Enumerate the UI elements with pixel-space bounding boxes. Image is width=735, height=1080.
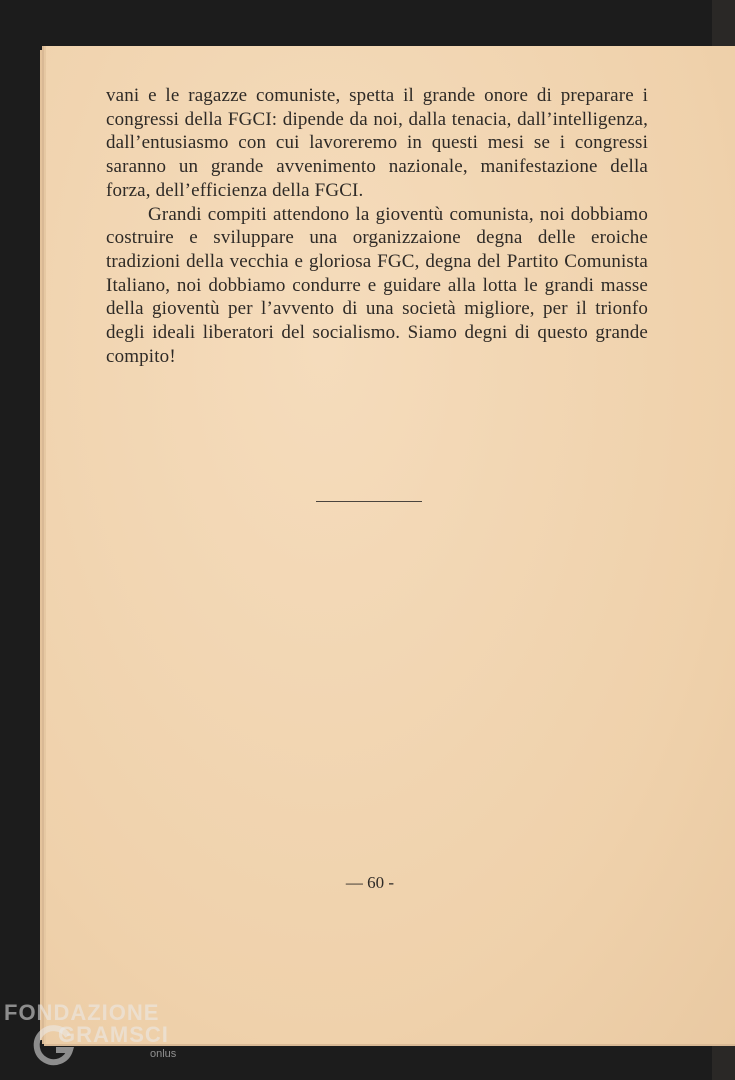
paragraph-1: vani e le ragazze comuniste, spetta il grande onore di preparare i congressi della FGCI: dipende da noi, dalla tenacia, dall’intelligenza, dall’entusiasmo con cui lavoreremo in questi mesi se i congressi saranno un grande avvenimento nazionale, manifestazione della forza, dell’efficienza della FGCI. [106,85,648,201]
body-text [106,84,648,368]
section-divider [316,501,422,502]
watermark-line1: FONDAZIONE [4,1000,160,1025]
watermark-onlus: onlus [150,1048,177,1060]
fondazione-gramsci-watermark [4,1000,204,1080]
watermark-line2: GRAMSCI [58,1022,169,1047]
paragraph-2: Grandi compiti attendono la gioventù comunista, noi dobbiamo costruire e sviluppare una organizzaione degna delle eroiche tradizioni della vecchia e gloriosa FGC, degna del Partito Comunista Italiano, noi dobbiamo condurre e guidare alla lotta le grandi masse della gioventù per l’avvento di una società migliore, per il trionfo degli ideali liberatori del socialismo. Siamo degni di questo grande compito! [106,203,648,367]
page-number: — 60 - [345,873,395,892]
